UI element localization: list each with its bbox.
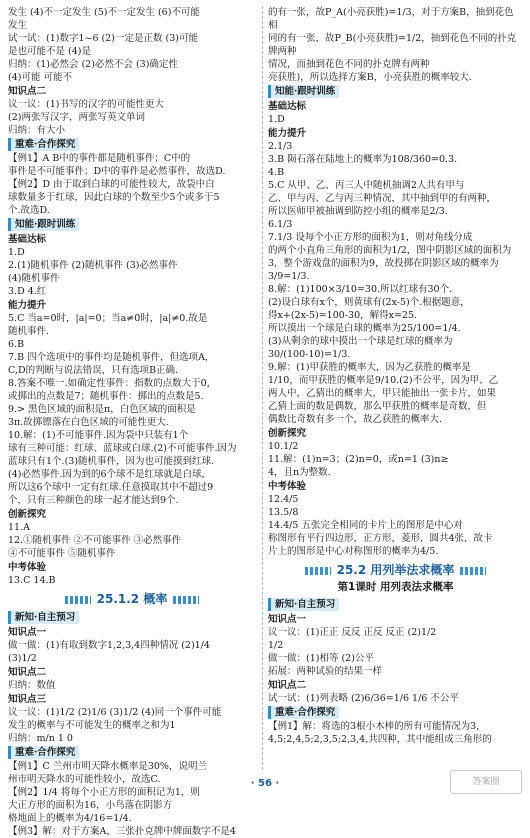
answer-line: 发生 (8, 20, 28, 31)
highlight-heading: 新知·自主预习 (268, 598, 339, 611)
answer-line: 【例2】1/4 将每个小正方形的面积记为1，则 (8, 787, 200, 798)
subheading: 知识点三 (8, 694, 47, 705)
answer-line: (4)可能 可能不 (8, 72, 72, 83)
right-column (268, 6, 523, 770)
answer-line: 州市明天降水的可能性较小，故选C. (8, 774, 161, 785)
left-column (8, 6, 256, 837)
answer-line: 7.1/3 设每个小正方形的面积为1，则对角线分成 (268, 232, 473, 243)
answer-line: (3)从剩余的球中摸出一个球是红球的概率为 (268, 336, 453, 347)
answer-line: 做一做：(1)有取到数字1,2,3,4四种情况 (2)1/4 (8, 640, 210, 651)
subheading: 基础达标 (268, 101, 307, 112)
section-title-text: 25.1.2 概率 (96, 592, 168, 606)
answer-line: 议一议：(1)书写的汉字的可能性更大 (8, 99, 164, 110)
answer-line: 乙猜上面的数是偶数，那么甲获胜的概率是奇数，但 (268, 401, 487, 412)
answer-line: 9.解：(1)甲获胜的概率大，因为乙获胜的概率是 (268, 362, 472, 373)
answer-line: 4,5;2,4,5;2,3,5;2,3,4,共四种，其中能组成三角形的 (268, 734, 492, 745)
answer-line: 8.答案不唯一.如确定性事件：指数的点数大于0， (8, 378, 217, 389)
subheading: 知识点一 (8, 627, 47, 638)
answer-line: C,D的判断与说法错误，只有选项B正确. (8, 365, 179, 376)
answer-line: ④不可能事件 ⑤随机事件 (8, 548, 116, 559)
highlight-heading: 知能·跟时训练 (8, 218, 79, 231)
answer-line: 拓展：两种试验的结果一样 (268, 666, 383, 677)
answer-line: 做一做：(1)相等 (2)公平 (268, 653, 374, 664)
answer-line: 随机事件. (8, 326, 50, 337)
answer-line: (2)设白球有x个，则黄球有(2x-5)个.根据题意， (268, 297, 470, 308)
subheading: 知识点二 (8, 86, 47, 97)
subheading: 创新探究 (8, 509, 47, 520)
answer-line: 6.B (8, 339, 25, 350)
answer-line: 所以摸出一个球是白球的概率为25/100=1/4. (268, 323, 461, 334)
section-title (8, 593, 256, 606)
answer-line: 7.B 四个选项中的事件均是随机事件，但选项A， (8, 352, 215, 363)
answer-line: 归纳：数值 (8, 680, 56, 691)
answer-line: 10.1/2 (268, 441, 299, 452)
answer-line: 【例1】解：将选的3根小木棒的所有可能情况为3， (268, 721, 486, 732)
subheading: 知识点一 (268, 614, 307, 625)
answer-line: 6.1/3 (268, 219, 293, 230)
answer-line: 同的有一张，故P_B(小亮获胜)=1/2，抽到花色不同的扑克牌两种 (268, 33, 517, 57)
heading-row (268, 705, 523, 720)
subheading: 能力提升 (8, 300, 47, 311)
answer-line: 12.①随机事件 ②不可能事件 ③必然事件 (8, 535, 182, 546)
section-title (268, 564, 523, 577)
answer-line: (4)必然事件.因为到的6个球不是红球就是白球， (8, 469, 212, 480)
heading-row (268, 597, 523, 612)
heading-row (8, 217, 256, 232)
answer-line: 2.(1)随机事件 (2)随机事件 (3)必然事件 (8, 260, 178, 271)
answer-line: 1.D (268, 114, 285, 125)
answer-line: 3.D 4.红 (8, 286, 47, 297)
answer-line: 3，整个游戏盘的面积为9，故投掷在阴影区域的概率为 (268, 258, 499, 269)
answer-line: 4.B (268, 167, 285, 178)
title-bar-right (460, 567, 486, 575)
answer-line: 【例2】D 由于取到白球的可能性较大，故袋中白 (8, 179, 215, 190)
highlight-heading: 知能·跟时训练 (268, 85, 339, 98)
answer-line: (4)随机事件 (8, 273, 60, 284)
answer-line: 的有一张，故P_A(小亮获胜)=1/3，对于方案B，抽到花色相 (268, 7, 514, 31)
answer-line: (2)两张写汉字，两张写英文单词 (8, 112, 145, 123)
answer-line: 两人中，乙猜出的概率大，甲只能抽出一张卡片，如果 (268, 388, 497, 399)
answer-line: 发生 (4)不一定发生 (5)不一定发生 (6)不可能 (8, 7, 200, 18)
answer-line: 归纳：(1)必然会 (2)必然不会 (3)确定性 (8, 59, 178, 70)
answer-line: 格地面上的概率为4/16=1/4. (8, 813, 132, 824)
answer-line: 5.C 当a=0时，|a|=0；当a≠0时，|a|≠0.故是 (8, 313, 208, 324)
answer-line: 称图形有平行四边形，正方形，菱形，圆共4张，故卡 (268, 533, 493, 544)
section-title-text: 25.2 用列举法求概率 (336, 563, 455, 577)
answer-line: 是也可能不是 (4)是 (8, 46, 91, 57)
heading-row (8, 745, 256, 760)
subheading: 能力提升 (268, 128, 307, 139)
answer-line: 发生的概率与不可能发生的概率之和为1 (8, 720, 176, 731)
answer-line: 11.解：(1)n=3；(2)n=0，或n=1 (3)n≥ (268, 454, 449, 465)
answer-line: 1/10，而甲获胜的概率是9/10.(2)不公平，因为甲、乙 (268, 375, 499, 386)
answer-line: 亮获胜)，所以选择方案B，小亮获胜的概率较大. (268, 72, 472, 83)
answer-line: 大正方形的面积为16，小鸟落在阴影方 (8, 800, 173, 811)
answer-line: 归纳：m/n 1 0 (8, 733, 73, 744)
answer-line: 片上的图形是中心对称图形的概率为4/5. (268, 546, 439, 557)
highlight-heading: 重难·合作探究 (8, 746, 79, 759)
answer-line: 11.A (8, 522, 30, 533)
answer-line: 9.> 黑色区域的面积是π，白色区域的面积是 (8, 404, 196, 415)
answer-line: 议一议：(1)1/2 (2)1/6 (3)1/2 (4)同一个事件可能 (8, 707, 222, 718)
answer-line: 个.故选D. (8, 205, 50, 216)
answer-line: 8.解：(1)100×3/10=30.所以红球有30个. (268, 284, 453, 295)
answer-line: 4，且n为整数. (268, 467, 331, 478)
highlight-heading: 重难·合作探究 (8, 138, 79, 151)
answer-line: 13.C 14.B (8, 575, 56, 586)
answer-line: 所以医师甲被抽调到防控小组的概率是2/3. (268, 206, 448, 217)
answer-line: 3/9=1/3. (268, 271, 310, 282)
answer-line: 球有三种可能：红球、蓝球或白球.(2)不可能事件.因为 (8, 443, 237, 454)
highlight-heading: 重难·合作探究 (268, 706, 339, 719)
heading-row (268, 84, 523, 99)
answer-line: 偶数比奇数有多一个，故乙获胜的概率大. (268, 414, 443, 425)
answer-line: 蓝球只有1个.(3)随机事件，因为也可能摸到红球. (8, 456, 215, 467)
answer-line: 球数量多于红球，因此白球的个数至少5个或多于5 (8, 192, 220, 203)
answer-line: 14.4/5 五张完全相同的卡片上的图形是中心对 (268, 520, 463, 531)
subheading: 创新探究 (268, 428, 307, 439)
answer-line: 3.B 陨石落在陆地上的概率为108/360=0.3. (268, 154, 458, 165)
title-bar-left (65, 596, 91, 604)
subheading: 中考体验 (268, 481, 307, 492)
highlight-heading: 新知·自主预习 (8, 611, 79, 624)
answer-line: 1.D (8, 247, 25, 258)
subheading: 基础达标 (8, 234, 47, 245)
answer-line: 10.解：(1)不可能事件.因为袋中只装有1个 (8, 430, 189, 441)
answer-line: 事件是不可能事件；D中的事件是必然事件，故选D. (8, 166, 226, 177)
subheading: 知识点二 (268, 680, 307, 691)
answer-line: 归纳：有大小 (8, 125, 66, 136)
answer-line: 3π.故掷镖落在白色区域的可能性更大. (8, 417, 169, 428)
answer-line: 试一试：(1)列表略 (2)6/36=1/6 1/6 不公平 (268, 693, 459, 704)
answer-line: 得x+(2x-5)=100-30，解得x=25. (268, 310, 418, 321)
answer-line: 1/2 (268, 640, 284, 651)
answer-line: 乙、甲与丙、乙与丙三种情况，其中抽到甲的有两种， (268, 193, 497, 204)
title-bar-right (173, 596, 199, 604)
answer-line: 13.5/8 (268, 507, 299, 518)
subheading: 中考体验 (8, 562, 47, 573)
answer-line: 议一议：(1)正正 反反 正反 反正 (2)1/2 (268, 627, 437, 638)
title-bar-left (305, 567, 331, 575)
answer-line: 或掷出的点数是7；随机事件：掷出的点数是5. (8, 391, 204, 402)
answer-line: 情况，而抽到花色不同的扑克牌有两种 (268, 59, 430, 70)
heading-row (8, 610, 256, 625)
answer-line: 个，只有三种颜色的球一起才能达到9个. (8, 495, 179, 506)
heading-row (8, 137, 256, 152)
column-divider (262, 6, 263, 770)
lesson-title: 第1课时 用列表法求概率 (337, 581, 454, 593)
answer-line: 30/(100-10)=1/3. (268, 349, 351, 360)
answer-line: 【例3】解：对于方案A，三张扑克牌中牌面数字不是4 (8, 826, 236, 837)
subheading: 知识点二 (8, 667, 47, 678)
answer-line: 【例1】A B中的事件都是随机事件；C中的 (8, 153, 191, 164)
answer-line: 12.4/5 (268, 494, 299, 505)
watermark-stamp: 答案圈 (450, 770, 522, 794)
answer-line: 2.1/3 (268, 141, 293, 152)
answer-line: 【例1】C 兰州市明天降水概率是30%，说明兰 (8, 761, 207, 772)
answer-line: 5.C 从甲、乙、丙三人中随机抽调2人共有甲与 (268, 180, 465, 191)
answer-line: 所以这6个球中一定有红球.任意摸取其中不超过9 (8, 482, 214, 493)
page-number: · 56 · (250, 778, 280, 789)
answer-line: (3)1/2 (8, 653, 37, 664)
answer-line: 试一试：(1)数字1~6 (2)一定是正数 (3)可能 (8, 33, 198, 44)
answer-line: 的两个小直角三角形的面积为1/2，图中阴影区域的面积为 (268, 245, 512, 256)
